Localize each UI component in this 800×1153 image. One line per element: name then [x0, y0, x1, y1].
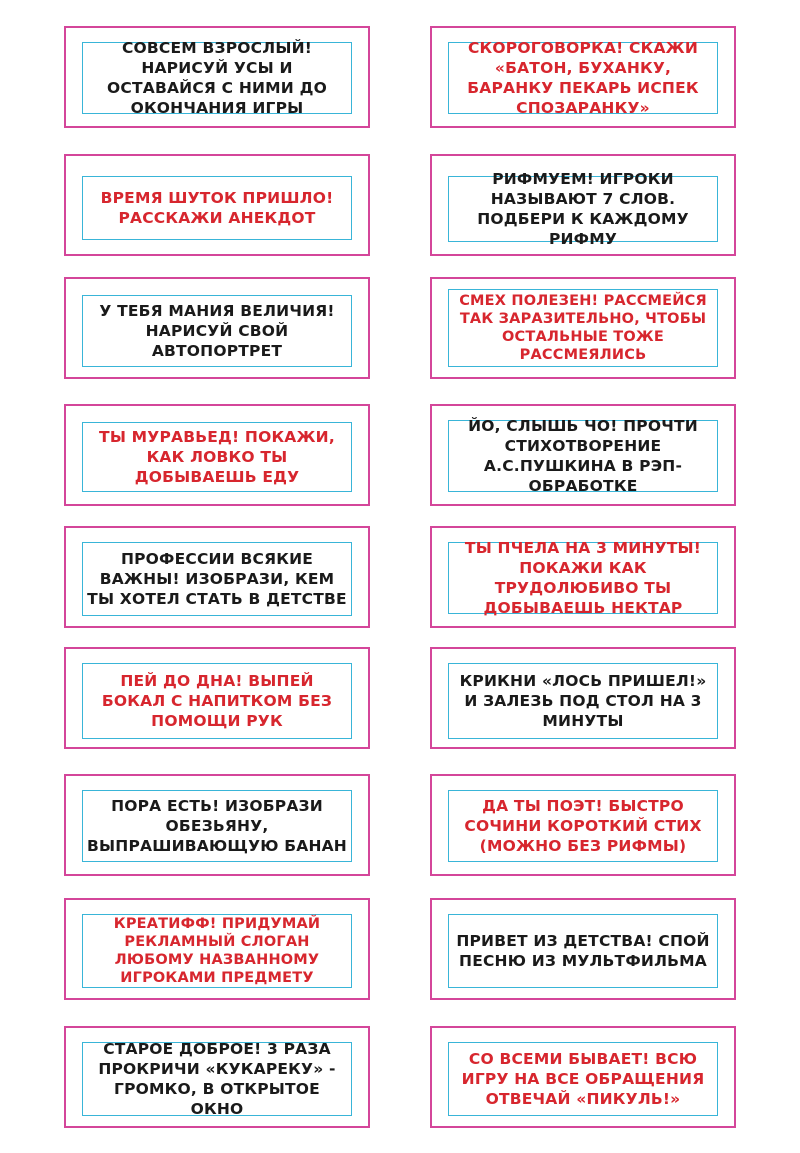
task-card-inner — [82, 39, 352, 117]
task-card-inner — [82, 663, 352, 739]
task-card-text: СМЕХ ПОЛЕЗЕН! РАССМЕЙСЯ ТАК ЗАРАЗИТЕЛЬНО, ЧТОБЫ ОСТАЛЬНЫЕ ТОЖЕ РАССМЕЯЛИСЬ — [459, 293, 707, 363]
task-card-inner — [82, 176, 352, 240]
task-card-14 — [430, 774, 736, 876]
task-card-6 — [430, 277, 736, 379]
task-card-text: ТЫ ПЧЕЛА НА 3 МИНУТЫ! ПОКАЖИ КАК ТРУДОЛЮБИВО ТЫ ДОБЫВАЕШЬ НЕКТАР — [464, 539, 702, 617]
task-card-inner — [448, 39, 718, 117]
task-card-text: ТЫ МУРАВЬЕД! ПОКАЖИ, КАК ЛОВКО ТЫ ДОБЫВАЕШЬ ЕДУ — [99, 428, 335, 486]
task-card-text: СТАРОЕ ДОБРОЕ! 3 РАЗА ПРОКРИЧИ «КУКАРЕКУ» - ГРОМКО, В ОТКРЫТОЕ ОКНО — [98, 1040, 336, 1118]
task-card-text: РИФМУЕМ! ИГРОКИ НАЗЫВАЮТ 7 СЛОВ. ПОДБЕРИ К КАЖДОМУ РИФМУ — [477, 170, 689, 248]
task-card-text: ЙО, СЛЫШЬ ЧО! ПРОЧТИ СТИХОТВОРЕНИЕ А.С.ПУШКИНА В РЭП-ОБРАБОТКЕ — [468, 417, 698, 495]
task-card-inner — [448, 289, 718, 367]
task-card-inner — [448, 170, 718, 248]
task-card-18 — [430, 1026, 736, 1128]
task-card-15 — [64, 898, 370, 1000]
task-card-3 — [64, 154, 370, 256]
task-card-text: СОВСЕМ ВЗРОСЛЫЙ! НАРИСУЙ УСЫ И ОСТАВАЙСЯ С НИМИ ДО ОКОНЧАНИЯ ИГРЫ — [107, 39, 327, 117]
task-card-text: КРИКНИ «ЛОСЬ ПРИШЕЛ!» И ЗАЛЕЗЬ ПОД СТОЛ НА 3 МИНУТЫ — [459, 672, 707, 730]
task-card-16 — [430, 898, 736, 1000]
task-card-inner — [448, 914, 718, 988]
task-card-4 — [430, 154, 736, 256]
task-card-7 — [64, 404, 370, 506]
task-card-text: ДА ТЫ ПОЭТ! БЫСТРО СОЧИНИ КОРОТКИЙ СТИХ (МОЖНО БЕЗ РИФМЫ) — [464, 797, 702, 855]
task-card-text: КРЕАТИФФ! ПРИДУМАЙ РЕКЛАМНЫЙ СЛОГАН ЛЮБОМУ НАЗВАННОМУ ИГРОКАМИ ПРЕДМЕТУ — [113, 916, 321, 986]
task-card-text: ПРИВЕТ ИЗ ДЕТСТВА! СПОЙ ПЕСНЮ ИЗ МУЛЬТФИЛЬМА — [456, 932, 710, 970]
task-card-2 — [430, 26, 736, 128]
task-card-inner — [82, 295, 352, 367]
task-card-text: ПРОФЕССИИ ВСЯКИЕ ВАЖНЫ! ИЗОБРАЗИ, КЕМ ТЫ ХОТЕЛ СТАТЬ В ДЕТСТВЕ — [87, 550, 347, 608]
task-card-text: ВРЕМЯ ШУТОК ПРИШЛО! РАССКАЖИ АНЕКДОТ — [100, 189, 334, 227]
task-card-8 — [430, 404, 736, 506]
task-card-12 — [430, 647, 736, 749]
task-card-text: СО ВСЕМИ БЫВАЕТ! ВСЮ ИГРУ НА ВСЕ ОБРАЩЕНИЯ ОТВЕЧАЙ «ПИКУЛЬ!» — [461, 1050, 705, 1108]
task-card-inner — [448, 1042, 718, 1116]
task-card-inner — [448, 539, 718, 617]
task-card-text: ПОРА ЕСТЬ! ИЗОБРАЗИ ОБЕЗЬЯНУ, ВЫПРАШИВАЮЩУЮ БАНАН — [87, 797, 347, 855]
task-card-text: СКОРОГОВОРКА! СКАЖИ «БАТОН, БУХАНКУ, БАРАНКУ ПЕКАРЬ ИСПЕК СПОЗАРАНКУ» — [467, 39, 699, 117]
task-card-inner — [82, 914, 352, 988]
task-card-9 — [64, 526, 370, 628]
task-card-inner — [82, 422, 352, 492]
task-card-5 — [64, 277, 370, 379]
task-card-11 — [64, 647, 370, 749]
task-card-inner — [82, 790, 352, 862]
task-card-10 — [430, 526, 736, 628]
task-card-inner — [448, 417, 718, 495]
task-card-13 — [64, 774, 370, 876]
task-card-inner — [448, 790, 718, 862]
task-card-1 — [64, 26, 370, 128]
task-card-17 — [64, 1026, 370, 1128]
task-card-inner — [82, 1042, 352, 1116]
task-card-text: У ТЕБЯ МАНИЯ ВЕЛИЧИЯ! НАРИСУЙ СВОЙ АВТОПОРТРЕТ — [99, 302, 335, 360]
task-card-text: ПЕЙ ДО ДНА! ВЫПЕЙ БОКАЛ С НАПИТКОМ БЕЗ ПОМОЩИ РУК — [101, 672, 333, 730]
task-card-inner — [448, 663, 718, 739]
task-card-inner — [82, 542, 352, 616]
